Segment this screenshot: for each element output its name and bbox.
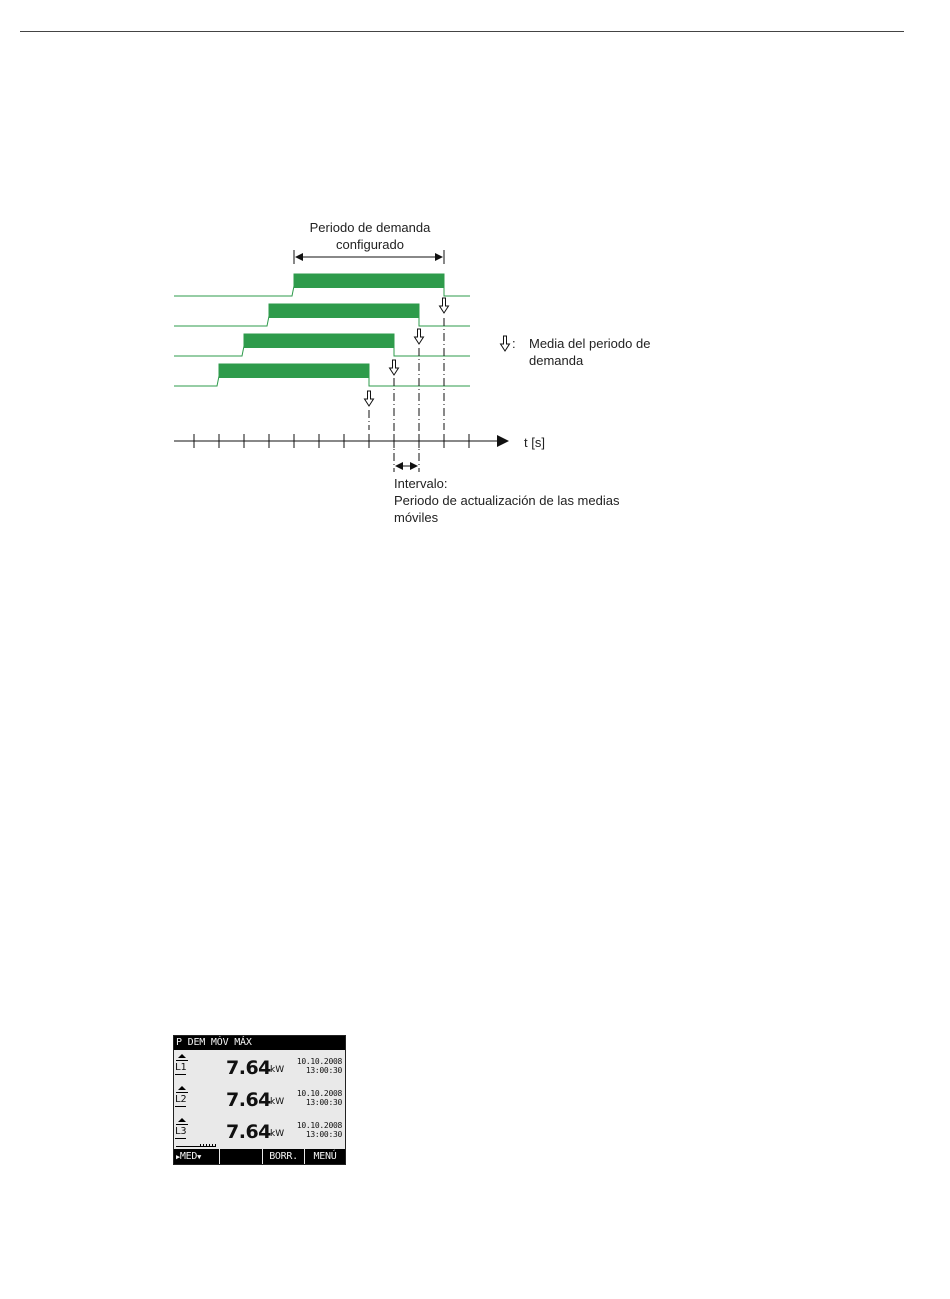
measured-value: 7.64 — [226, 1089, 271, 1111]
legend-text — [529, 335, 679, 369]
window-row-3 — [174, 334, 470, 356]
arrow-down-outline-icon — [390, 360, 399, 375]
scroll-indicator — [200, 1144, 218, 1147]
display-row-l1 — [174, 1054, 345, 1084]
max-triangle-icon — [178, 1118, 186, 1122]
window-row-4 — [174, 364, 470, 386]
window-bar-2 — [269, 304, 419, 318]
legend-arrow-down-outline-icon — [501, 336, 510, 351]
value-date: 10.10.2008 — [296, 1089, 342, 1098]
phase-indicator — [175, 1054, 191, 1084]
display-row-l2 — [174, 1086, 345, 1116]
arrow-down-outline-icon — [365, 391, 374, 406]
window-bar-3 — [244, 334, 394, 348]
softkey-empty[interactable] — [219, 1149, 262, 1164]
device-display — [173, 1035, 346, 1165]
legend-colon: : — [512, 336, 516, 351]
window-row-2 — [174, 304, 470, 326]
value-time: 13:00:30 — [305, 1130, 342, 1139]
value-time: 13:00:30 — [305, 1066, 342, 1075]
arrow-right-icon — [497, 435, 509, 447]
axis-label: t [s] — [524, 435, 545, 450]
interval-label — [394, 475, 674, 526]
max-bar-icon — [176, 1124, 188, 1125]
display-title: P DEM MÓV MÁX — [174, 1036, 345, 1050]
phase-label: L2 — [175, 1094, 187, 1105]
window-row-1 — [174, 274, 470, 296]
value-date: 10.10.2008 — [296, 1057, 342, 1066]
arrow-down-outline-icon — [440, 298, 449, 313]
softkey-med-label: MED — [179, 1151, 198, 1162]
value-date: 10.10.2008 — [296, 1121, 342, 1130]
value-unit: kW — [270, 1129, 285, 1139]
legend-text-line-2: demanda — [529, 353, 584, 368]
max-triangle-icon — [178, 1086, 186, 1090]
interval-label-line-2: Periodo de actualización de las medias — [394, 493, 620, 508]
period-label-line-1: Periodo de demanda — [309, 220, 431, 235]
value-unit: kW — [270, 1065, 285, 1075]
softkey-borr[interactable]: BORR. — [262, 1149, 304, 1164]
arrow-down-outline-icon — [415, 329, 424, 344]
measured-value: 7.64 — [226, 1121, 271, 1143]
softkey-med[interactable] — [174, 1149, 219, 1164]
phase-label: L3 — [175, 1126, 187, 1137]
chevron-down-icon: ▼ — [197, 1153, 202, 1161]
window-bar-1 — [294, 274, 444, 288]
max-bar-icon — [176, 1060, 188, 1061]
value-time: 13:00:30 — [305, 1098, 342, 1107]
legend-text-line-1: Media del periodo de — [529, 336, 651, 351]
period-label — [290, 219, 450, 253]
max-triangle-icon — [178, 1054, 186, 1058]
period-label-line-2: configurado — [336, 237, 404, 252]
value-unit: kW — [270, 1097, 285, 1107]
window-bar-4 — [219, 364, 369, 378]
phase-indicator — [175, 1118, 191, 1148]
interval-label-line-1: Intervalo: — [394, 476, 448, 491]
softkey-menu[interactable]: MENÚ — [304, 1149, 345, 1164]
measured-value: 7.64 — [226, 1057, 271, 1079]
max-bar-icon — [176, 1092, 188, 1093]
arrow-right-small-icon: ▶ — [176, 1153, 180, 1161]
phase-indicator — [175, 1086, 191, 1116]
interval-label-line-3: móviles — [394, 510, 439, 525]
phase-label: L1 — [175, 1062, 187, 1073]
softkey-bar — [174, 1149, 345, 1164]
